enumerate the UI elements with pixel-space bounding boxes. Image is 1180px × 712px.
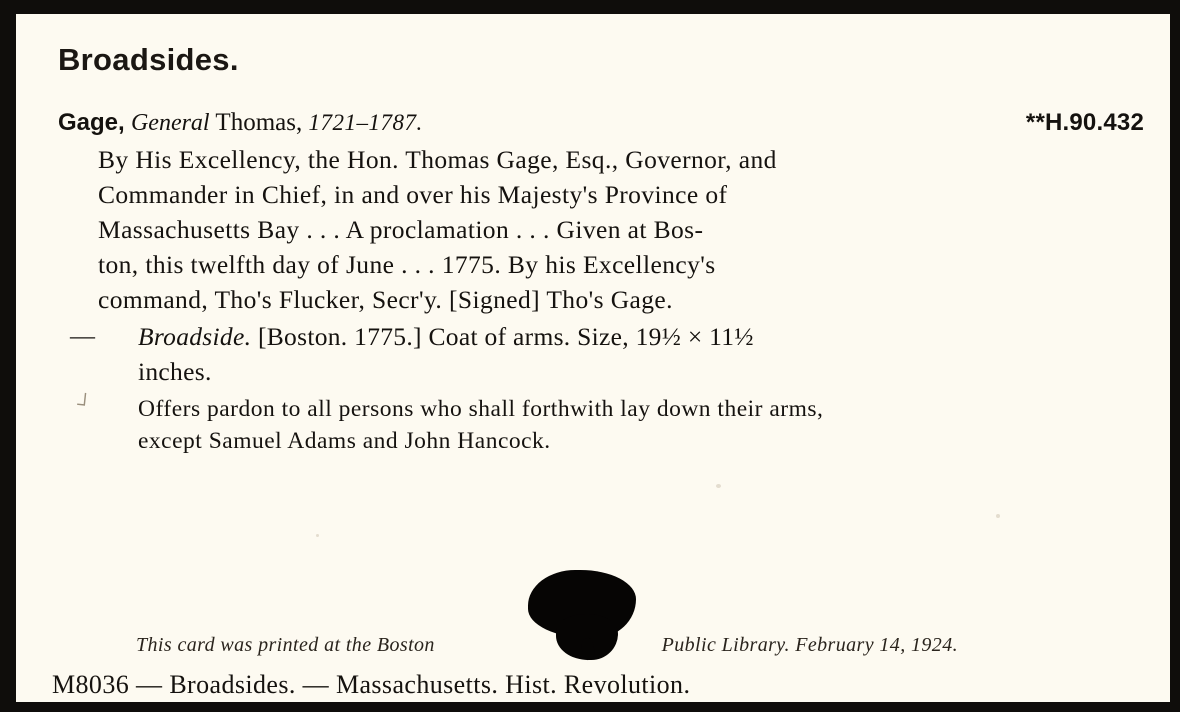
pencil-mark: ┘ bbox=[76, 393, 93, 417]
catalog-entry bbox=[58, 108, 1148, 457]
edition-line bbox=[138, 319, 1138, 354]
title-line: ton, this twelfth day of June . . . 1775. By his Excellency's bbox=[98, 250, 716, 279]
printing-imprint bbox=[136, 634, 1076, 657]
author-given-name: Thomas, bbox=[215, 109, 303, 136]
author-life-dates: 1721–1787. bbox=[308, 110, 423, 135]
author-line bbox=[58, 108, 1148, 138]
em-dash-mark: — bbox=[70, 323, 96, 350]
paper-speck bbox=[716, 484, 721, 488]
title-line: By His Excellency, the Hon. Thomas Gage, Esq., Governor, and bbox=[98, 145, 777, 174]
note-line: except Samuel Adams and John Hancock. bbox=[138, 428, 551, 454]
paper-speck bbox=[316, 534, 319, 537]
scan-edge-left bbox=[0, 0, 16, 712]
paper-speck bbox=[996, 514, 1000, 518]
author-surname: Gage, bbox=[58, 109, 125, 136]
title-line: Commander in Chief, in and over his Majesty's Province of bbox=[98, 180, 728, 209]
imprint-right-text: Public Library. February 14, 1924. bbox=[661, 634, 958, 656]
card-paper bbox=[16, 14, 1170, 702]
edition-body bbox=[138, 319, 1138, 389]
edition-detail: [Boston. 1775.] Coat of arms. Size, 19½ × 11½ bbox=[251, 322, 754, 351]
imprint-left-text: This card was printed at the Boston bbox=[136, 634, 435, 656]
edition-statement bbox=[58, 319, 1148, 389]
scan-edge-top bbox=[0, 0, 1180, 14]
note-line: Offers pardon to all persons who shall forthwith lay down their arms, bbox=[138, 396, 824, 422]
scan-edge-bottom bbox=[0, 702, 1180, 712]
author-rank: General bbox=[130, 110, 210, 136]
card-heading: Broadsides. bbox=[58, 42, 239, 77]
contents-note bbox=[138, 393, 1138, 457]
call-number: **H.90.432 bbox=[1025, 109, 1144, 136]
scan-edge-right bbox=[1170, 0, 1180, 712]
edition-format: Broadside. bbox=[138, 322, 252, 351]
title-statement bbox=[98, 142, 1138, 317]
title-line: command, Tho's Flucker, Secr'y. [Signed] Tho's Gage. bbox=[98, 285, 673, 314]
title-line: Massachusetts Bay . . . A proclamation . . . Given at Bos- bbox=[98, 215, 704, 244]
edition-line: inches. bbox=[138, 357, 212, 386]
tracing-footer: M8036 — Broadsides. — Massachusetts. Hist. Revolution. bbox=[52, 670, 691, 699]
